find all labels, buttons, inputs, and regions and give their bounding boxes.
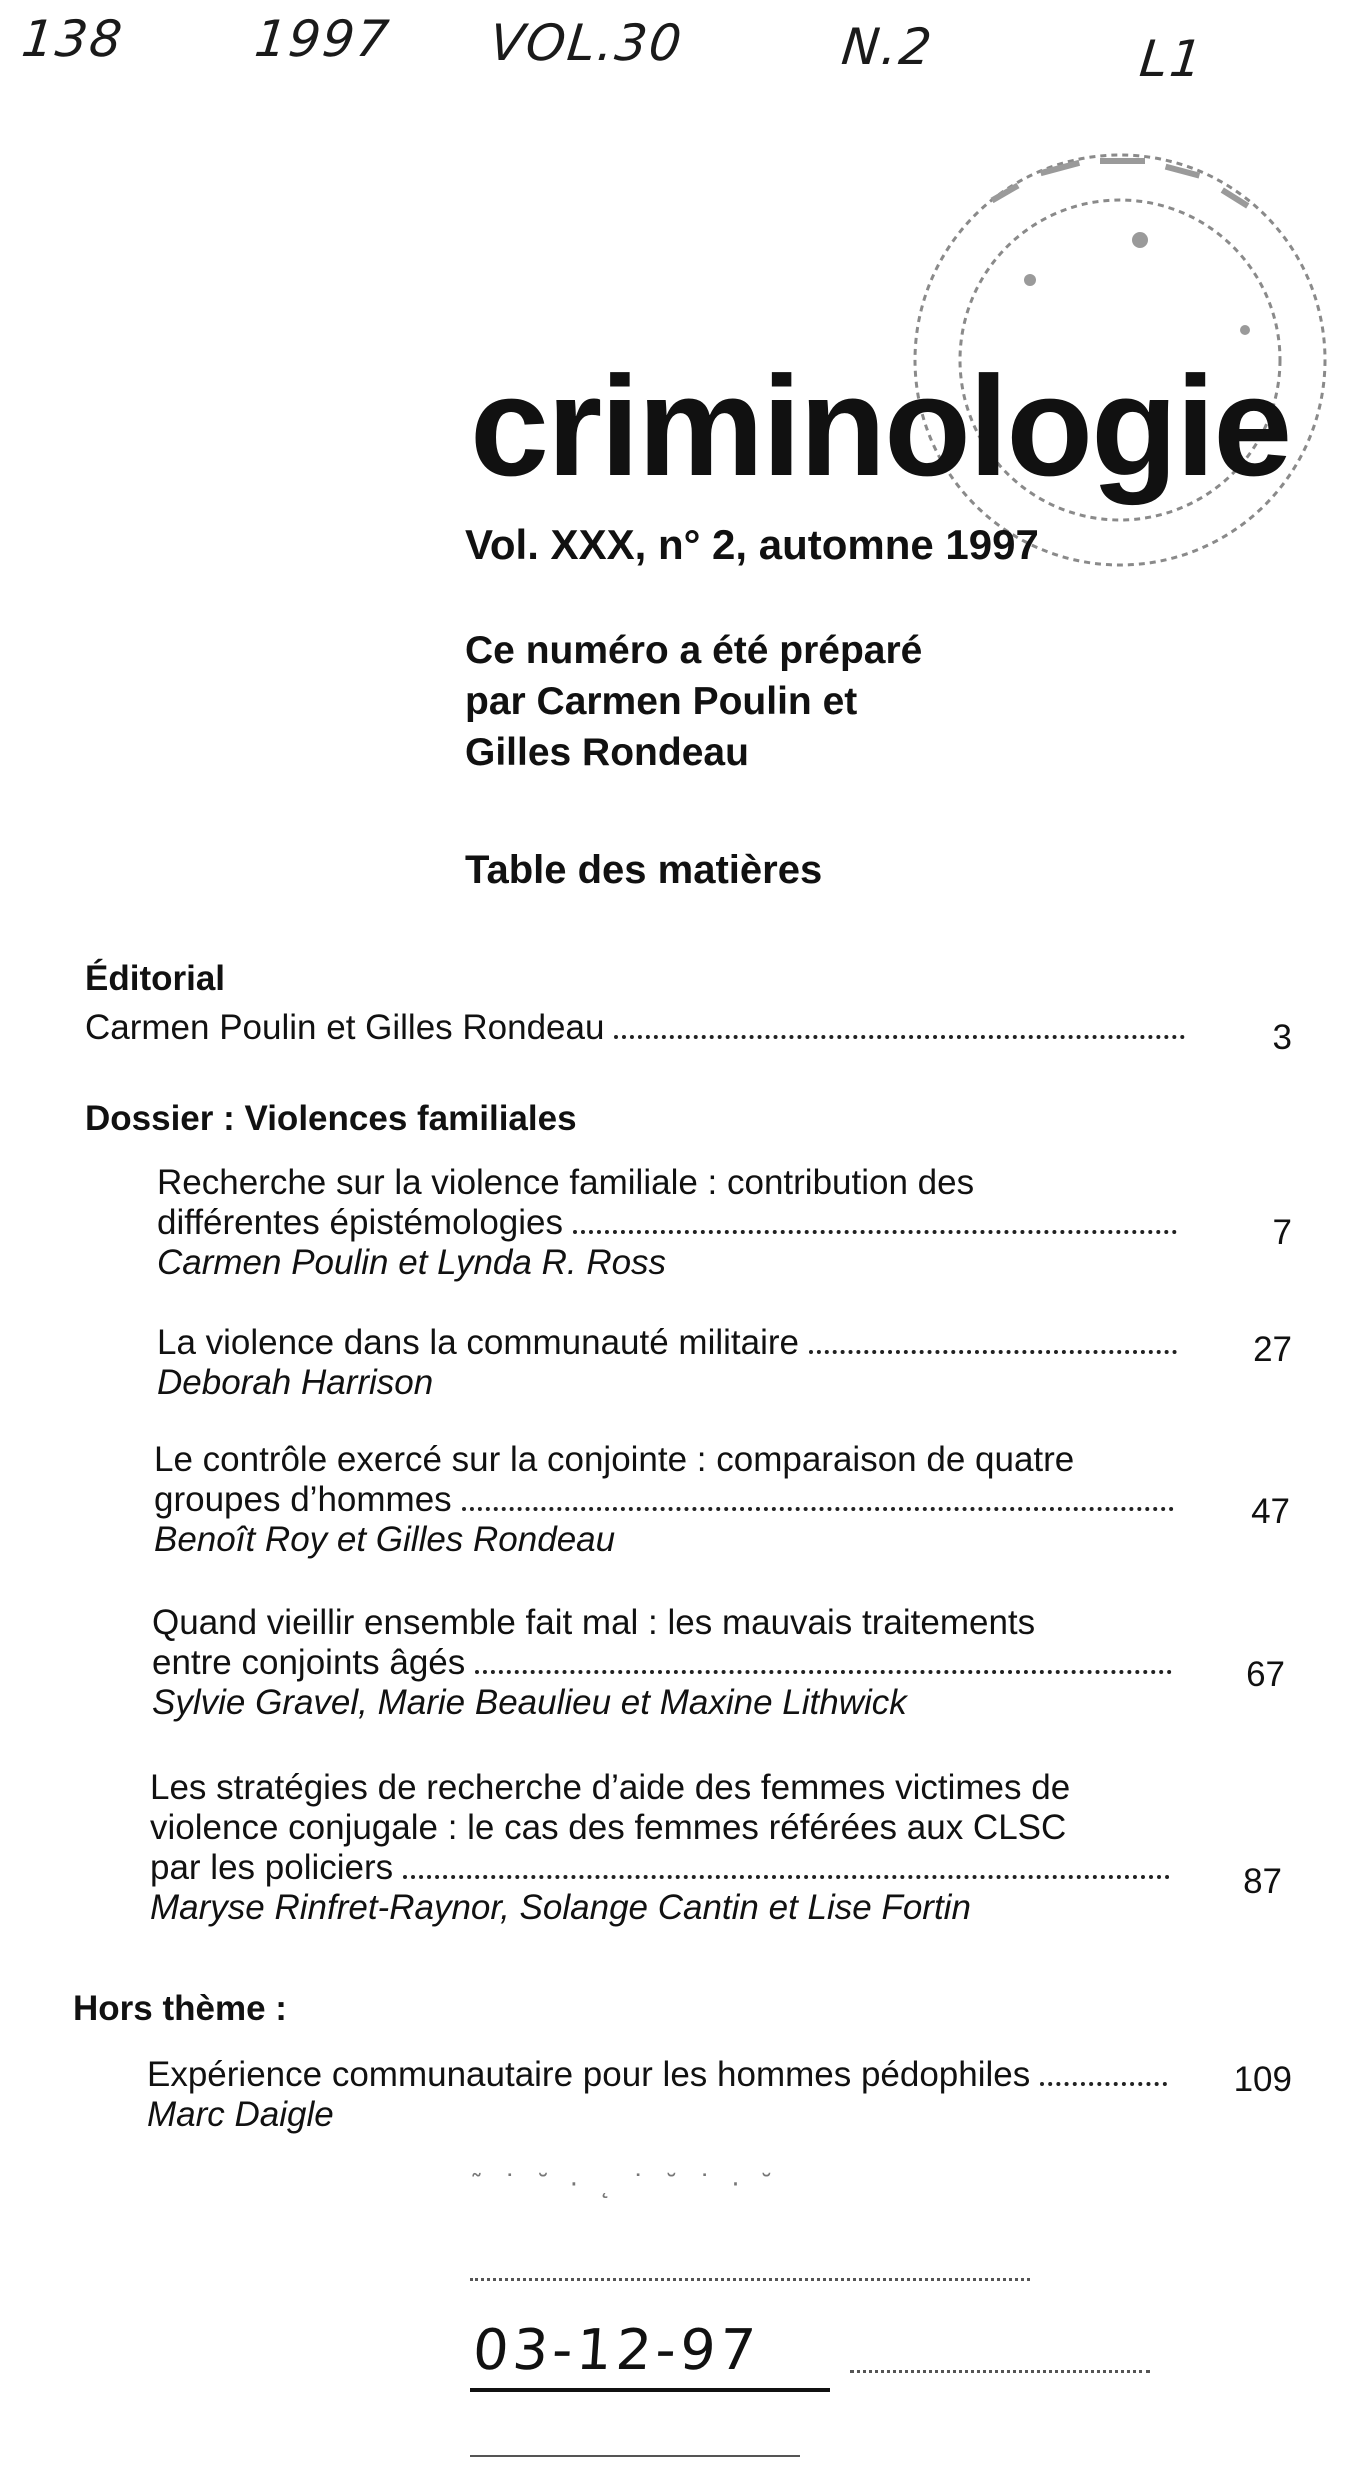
handwritten-volume: VOL.30 — [486, 14, 686, 72]
handwritten-number: 138 — [18, 10, 127, 68]
entry-title-line — [157, 1323, 1187, 1363]
handwritten-issue: N.2 — [838, 18, 937, 76]
handwritten-year: 1997 — [251, 10, 394, 68]
dot-leader — [809, 1350, 1177, 1354]
entry-title: entre conjoints âgés — [152, 1643, 466, 1682]
toc-heading: Table des matières — [465, 848, 823, 892]
entry-title-line: Recherche sur la violence familiale : contribution des — [157, 1163, 975, 1202]
faded-stamp-text: ˜ ˙ ˘ · ˛ ˙ ˘ ˙ · ˘ — [470, 2170, 779, 2200]
journal-title: criminologie — [470, 347, 1291, 506]
toc-entry-editorial — [85, 1008, 1195, 1048]
entry-title-line: violence conjugale : le cas des femmes référées aux CLSC — [150, 1808, 1067, 1847]
page-number: 109 — [1233, 2060, 1292, 2099]
prepared-line: Ce numéro a été préparé — [465, 629, 923, 672]
entry-title-line — [152, 1643, 1182, 1683]
entry-author: Maryse Rinfret-Raynor, Solange Cantin et Lise Fortin — [150, 1888, 971, 1927]
received-date: 03-12-97 — [470, 2318, 762, 2383]
entry-title-line — [157, 1203, 1187, 1243]
stamp-dotted-line — [470, 2278, 1030, 2281]
entry-title-line: Quand vieillir ensemble fait mal : les mauvais traitements — [152, 1603, 1036, 1642]
dot-leader — [475, 1670, 1172, 1674]
prepared-line: par Carmen Poulin et — [465, 680, 858, 723]
dot-leader — [1040, 2082, 1167, 2086]
page-number: 67 — [1246, 1655, 1285, 1694]
toc-entry — [157, 1323, 1187, 1403]
entry-title-line — [85, 1008, 1195, 1048]
prepared-by — [465, 625, 922, 778]
dot-leader — [403, 1875, 1170, 1879]
entry-title: par les policiers — [150, 1848, 394, 1887]
entry-title-line — [154, 1480, 1184, 1520]
toc-entry — [150, 1768, 1180, 1928]
entry-title: La violence dans la communauté militaire — [157, 1323, 799, 1362]
date-underline — [470, 2388, 830, 2392]
dot-leader — [614, 1035, 1185, 1039]
entry-title-line — [147, 2055, 1177, 2095]
entry-author: Sylvie Gravel, Marie Beaulieu et Maxine Lithwick — [152, 1683, 907, 1722]
dot-leader — [462, 1507, 1174, 1511]
stamp-dotted-line — [850, 2370, 1150, 2373]
page-number: 47 — [1251, 1492, 1290, 1531]
toc-entry-hors-theme — [147, 2055, 1177, 2135]
dot-leader — [573, 1230, 1177, 1234]
page-number: 3 — [1272, 1018, 1292, 1057]
issue-line: Vol. XXX, n° 2, automne 1997 — [465, 521, 1039, 568]
section-dossier: Dossier : Violences familiales — [85, 1099, 577, 1138]
entry-title-line: Les stratégies de recherche d’aide des femmes victimes de — [150, 1768, 1071, 1807]
handwritten-mark: L1 — [1136, 30, 1207, 88]
toc-entry — [152, 1603, 1182, 1723]
section-hors-theme: Hors thème : — [73, 1989, 287, 2028]
entry-author: Deborah Harrison — [157, 1363, 434, 1402]
entry-author: Benoît Roy et Gilles Rondeau — [154, 1520, 616, 1559]
prepared-line: Gilles Rondeau — [465, 731, 749, 774]
stamp-bottom-line — [470, 2455, 800, 2457]
entry-author: Marc Daigle — [147, 2095, 334, 2134]
toc-entry — [154, 1440, 1184, 1560]
section-editorial: Éditorial — [85, 959, 226, 998]
page-number: 87 — [1243, 1862, 1282, 1901]
toc-entry — [157, 1163, 1187, 1283]
entry-title: différentes épistémologies — [157, 1203, 563, 1242]
entry-title: Carmen Poulin et Gilles Rondeau — [85, 1008, 605, 1047]
page-number: 27 — [1253, 1330, 1292, 1369]
entry-author: Carmen Poulin et Lynda R. Ross — [157, 1243, 667, 1282]
entry-title: groupes d’hommes — [154, 1480, 452, 1519]
entry-title-line — [150, 1848, 1180, 1888]
page-number: 7 — [1272, 1213, 1292, 1252]
entry-title: Expérience communautaire pour les hommes pédophiles — [147, 2055, 1031, 2094]
entry-title-line: Le contrôle exercé sur la conjointe : comparaison de quatre — [154, 1440, 1075, 1479]
